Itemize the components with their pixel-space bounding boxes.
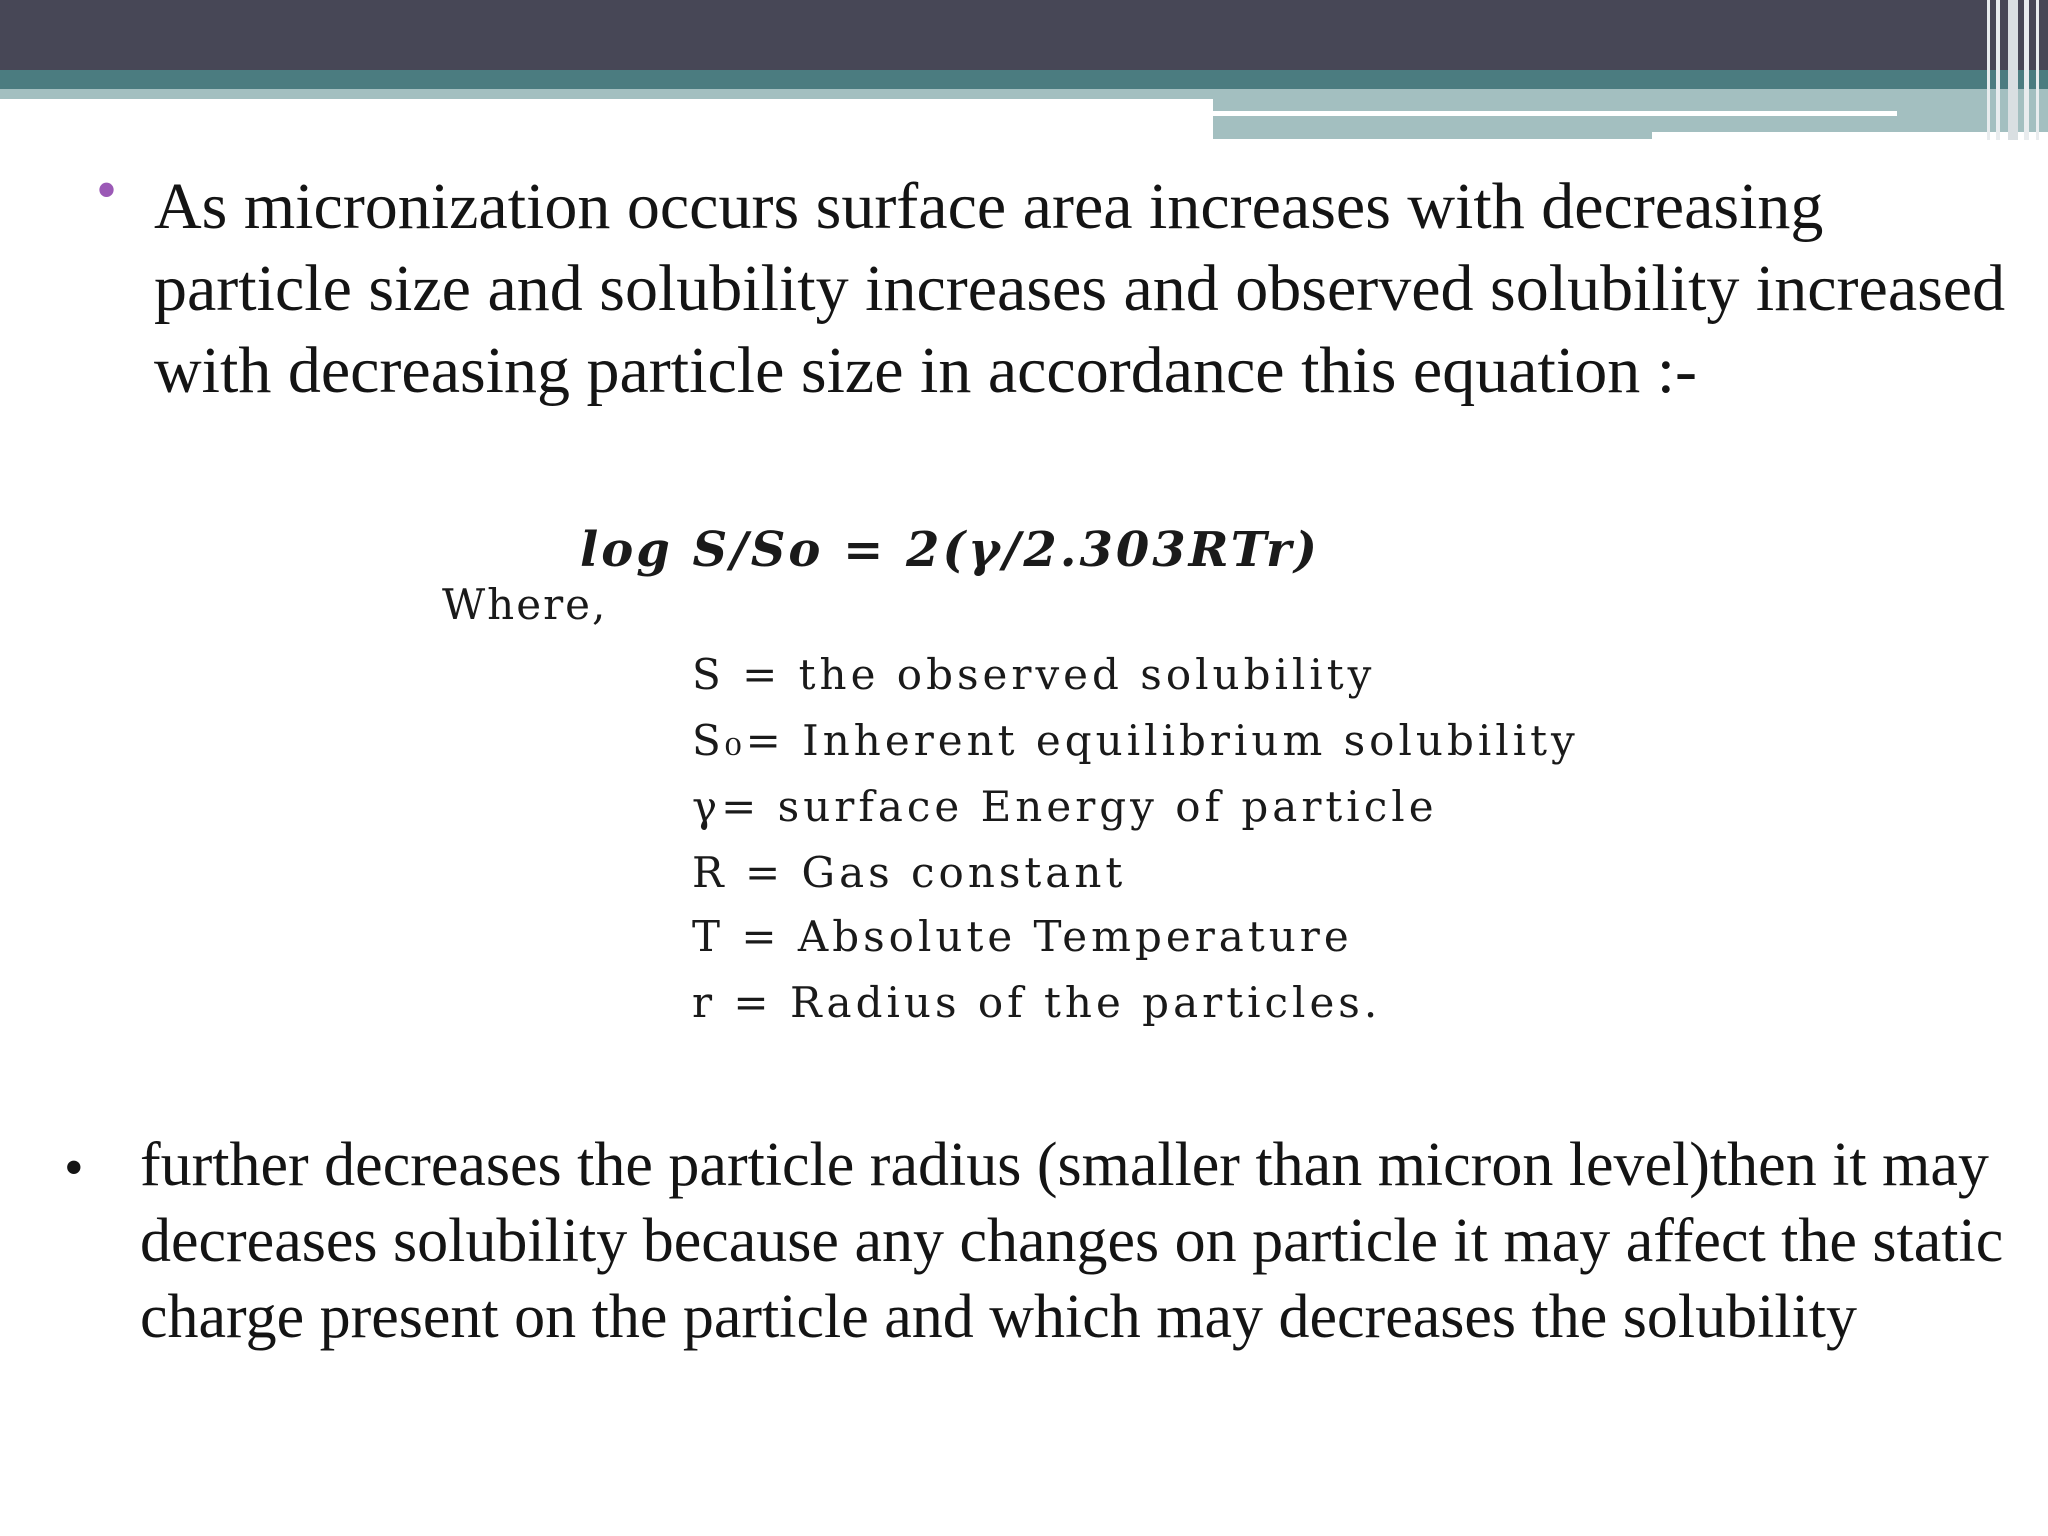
decorative-vertical-rule xyxy=(2036,0,2039,140)
title-bar-light-band-left xyxy=(0,89,1213,99)
definition-s0: S₀= Inherent equilibrium solubility xyxy=(692,716,1579,765)
decorative-vertical-rule xyxy=(1996,0,2000,140)
decorative-rule xyxy=(1213,111,1897,116)
kelvin-equation: log S/So = 2(γ/2.303RTr) xyxy=(580,522,1320,578)
bullet-icon: • xyxy=(96,157,118,223)
paragraph-particle-radius: further decreases the particle radius (smaller than micron level)then it may decreases solubility because any changes on particle it may affect the static charge present on the particle and which may decreases the solubility xyxy=(140,1131,2004,1351)
decorative-vertical-rule xyxy=(2024,0,2029,140)
definition-t: T = Absolute Temperature xyxy=(692,912,1353,961)
decorative-vertical-rule xyxy=(1987,0,1990,140)
bullet-icon: • xyxy=(64,1137,84,1199)
decorative-vertical-rule xyxy=(2008,0,2018,140)
definition-r-gas: R = Gas constant xyxy=(692,848,1127,897)
definition-s: S = the observed solubility xyxy=(692,650,1376,699)
title-bar-dark-band xyxy=(0,0,2048,70)
where-label: Where, xyxy=(442,580,608,629)
title-bar-teal-band xyxy=(0,70,2048,89)
paragraph-micronization: As micronization occurs surface area increases with decreasing particle size and solubility increases and observed solubility increased with decreasing particle size in accordance this equation :- xyxy=(154,170,2006,407)
equation-image xyxy=(430,512,1690,1052)
definition-gamma: γ= surface Energy of particle xyxy=(692,782,1438,831)
definition-r-radius: r = Radius of the particles. xyxy=(692,978,1382,1027)
